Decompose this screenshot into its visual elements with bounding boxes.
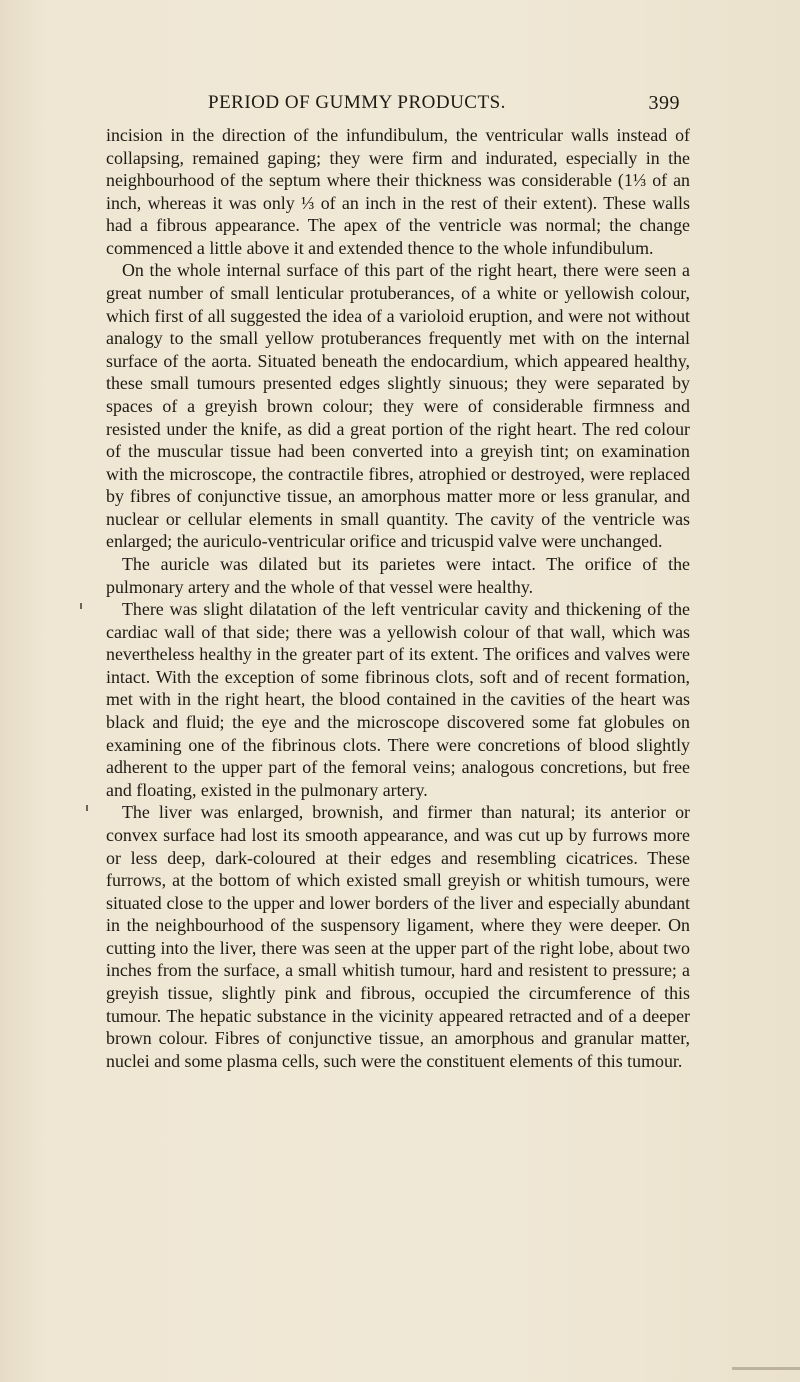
page-number: 399: [648, 92, 680, 114]
paragraph-infundibulum: incision in the direction of the infundibulum, the ventricular walls instead of collapsing, remained gaping; they were firm and indurated, especially in the neighbourhood of the septum where their thickness was considerable (1⅓ of an inch, whereas it was only ⅓ of an inch in the rest of their extent). These walls had a fibrous appearance. The apex of the ventricle was normal; the change commenced a little above it and extended thence to the whole infundibulum.: [106, 125, 690, 258]
running-title: PERIOD OF GUMMY PRODUCTS.: [208, 92, 506, 113]
margin-mark: [80, 603, 82, 609]
paragraph-liver: The liver was enlarged, brownish, and firmer than natural; its anterior or convex surface had lost its smooth appearance, and was cut up by furrows more or less deep, dark-coloured at their edges and resembling cicatrices. These furrows, at the bottom of which existed small greyish or whitish tumours, were situated close to the upper and lower borders of the liver and especially abundant in the neighbourhood of the suspensory ligament, where they were deeper. On cutting into the liver, there was seen at the upper part of the right lobe, about two inches from the surface, a small whitish tumour, hard and resistent to pressure; a greyish tissue, slightly pink and fibrous, occupied the circumference of this tumour. The hepatic substance in the vicinity appeared retracted and of a deeper brown colour. Fibres of conjunctive tissue, an amorphous and granular matter, nuclei and some plasma cells, such were the constituent elements of this tumour.: [106, 802, 690, 1071]
margin-mark: [86, 805, 88, 811]
paragraph-left-ventricle: There was slight dilatation of the left ventricular cavity and thickening of the cardiac wall of that side; there was a yellowish colour of that wall, which was nevertheless healthy in the greater part of its extent. The orifices and valves were intact. With the exception of some fibrinous clots, soft and of recent formation, met with in the right heart, the blood contained in the cavities of the heart was black and fluid; the eye and the microscope discovered some fat globules on examining one of the fibrinous clots. There were concretions of blood slightly adherent to the upper part of the femoral veins; analogous concretions, but free and floating, existed in the pulmonary artery.: [106, 599, 690, 800]
page-edge-mark: [732, 1367, 800, 1370]
paragraph-auricle: The auricle was dilated but its parietes were intact. The orifice of the pulmonary artery and the whole of that vessel were healthy.: [106, 553, 690, 597]
body-text: [106, 124, 690, 1072]
paragraph-lenticular-protuberances: On the whole internal surface of this part of the right heart, there were seen a great number of small lenticular protuberances, of a white or yellowish colour, which first of all suggested the idea of a varioloid eruption, and were not without analogy to the small yellow protuberances frequently met with on the internal surface of the aorta. Situated beneath the endocardium, which appeared healthy, these small tumours presented edges slightly sinuous; they were separated by spaces of a greyish brown colour; they were of considerable firmness and resisted under the knife, as did a great portion of the right heart. The red colour of the muscular tissue had been converted into a greyish tint; on examination with the microscope, the contractile fibres, atrophied or destroyed, were replaced by fibres of conjunctive tissue, an amorphous matter more or less granular, and nuclear or cellular elements in small quantity. The cavity of the ventricle was enlarged; the auriculo-ventricular orifice and tricuspid valve were unchanged.: [106, 260, 690, 552]
running-head: [120, 92, 680, 118]
